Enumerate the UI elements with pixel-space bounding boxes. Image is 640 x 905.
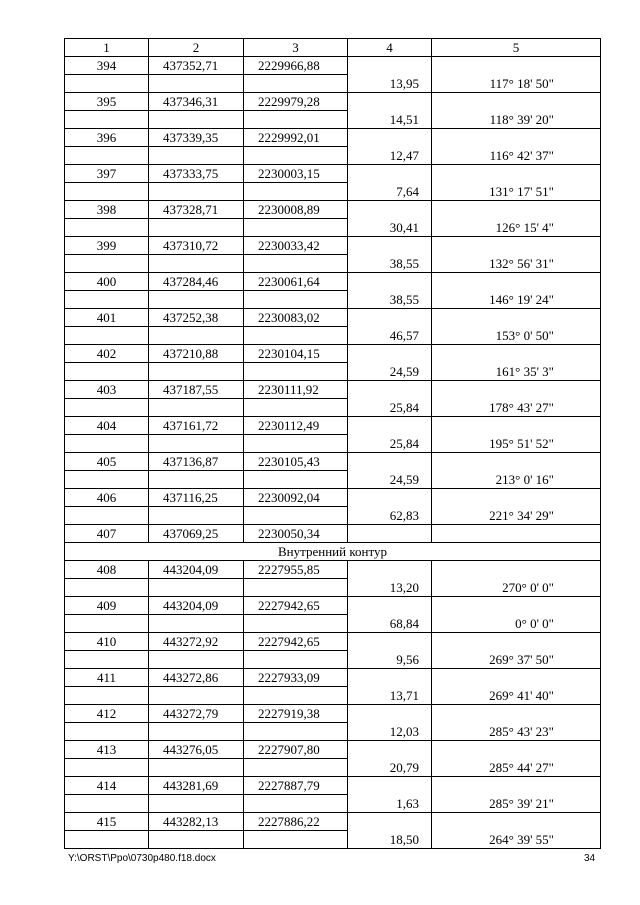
header-col-3: 3 — [244, 39, 348, 57]
point-number: 395 — [65, 93, 149, 111]
point-row — [65, 417, 601, 435]
point-empty-angle — [432, 129, 601, 147]
segment-angle: 146° 19' 24" — [432, 291, 601, 309]
segment-empty-x — [149, 111, 244, 129]
segment-empty-number — [65, 147, 149, 165]
point-number: 394 — [65, 57, 149, 75]
point-row — [65, 633, 601, 651]
segment-empty-x — [149, 219, 244, 237]
segment-distance: 25,84 — [348, 399, 432, 417]
segment-distance: 38,55 — [348, 291, 432, 309]
point-empty-distance — [348, 93, 432, 111]
segment-distance: 13,71 — [348, 687, 432, 705]
point-x: 443282,13 — [149, 813, 244, 831]
point-empty-angle — [432, 489, 601, 507]
point-y: 2227933,09 — [244, 669, 348, 687]
segment-row — [65, 291, 601, 309]
point-x: 443281,69 — [149, 777, 244, 795]
segment-angle: 161° 35' 3" — [432, 363, 601, 381]
point-number: 412 — [65, 705, 149, 723]
point-empty-angle — [432, 93, 601, 111]
segment-row — [65, 363, 601, 381]
segment-row — [65, 183, 601, 201]
segment-empty-number — [65, 291, 149, 309]
segment-empty-y — [244, 291, 348, 309]
point-y: 2227907,80 — [244, 741, 348, 759]
point-y: 2230111,92 — [244, 381, 348, 399]
point-x: 443276,05 — [149, 741, 244, 759]
segment-distance: 18,50 — [348, 831, 432, 849]
point-y: 2227955,85 — [244, 561, 348, 579]
segment-distance: 13,20 — [348, 579, 432, 597]
point-empty-angle — [432, 561, 601, 579]
segment-empty-x — [149, 579, 244, 597]
segment-distance: 25,84 — [348, 435, 432, 453]
point-empty-angle — [432, 813, 601, 831]
segment-row — [65, 507, 601, 525]
section-heading-row — [65, 543, 601, 561]
segment-distance: 9,56 — [348, 651, 432, 669]
point-empty-distance — [348, 237, 432, 255]
point-y: 2230104,15 — [244, 345, 348, 363]
point-y: 2230112,49 — [244, 417, 348, 435]
point-row — [65, 525, 601, 543]
segment-row — [65, 687, 601, 705]
segment-empty-number — [65, 255, 149, 273]
point-row — [65, 309, 601, 327]
point-y: 2229979,28 — [244, 93, 348, 111]
segment-row — [65, 615, 601, 633]
segment-empty-x — [149, 75, 244, 93]
segment-empty-y — [244, 183, 348, 201]
footer-page-number: 34 — [584, 853, 596, 864]
point-y: 2230105,43 — [244, 453, 348, 471]
point-empty-angle — [432, 309, 601, 327]
point-row — [65, 165, 601, 183]
segment-empty-x — [149, 399, 244, 417]
point-y: 2227919,38 — [244, 705, 348, 723]
point-empty-angle — [432, 201, 601, 219]
point-empty-angle — [432, 777, 601, 795]
segment-row — [65, 471, 601, 489]
point-row — [65, 597, 601, 615]
point-row — [65, 741, 601, 759]
point-empty-distance — [348, 453, 432, 471]
segment-angle: 269° 41' 40" — [432, 687, 601, 705]
point-row — [65, 57, 601, 75]
point-empty-distance — [348, 129, 432, 147]
segment-empty-y — [244, 795, 348, 813]
segment-empty-x — [149, 147, 244, 165]
segment-angle: 285° 39' 21" — [432, 795, 601, 813]
point-empty-distance — [348, 741, 432, 759]
segment-row — [65, 579, 601, 597]
segment-distance: 24,59 — [348, 363, 432, 381]
point-number: 415 — [65, 813, 149, 831]
point-y: 2227887,79 — [244, 777, 348, 795]
segment-row — [65, 255, 601, 273]
segment-empty-x — [149, 507, 244, 525]
point-empty-distance — [348, 417, 432, 435]
point-x: 437346,31 — [149, 93, 244, 111]
segment-empty-y — [244, 219, 348, 237]
segment-row — [65, 759, 601, 777]
point-number: 414 — [65, 777, 149, 795]
segment-angle: 264° 39' 55" — [432, 831, 601, 849]
point-x: 437252,38 — [149, 309, 244, 327]
segment-distance: 62,83 — [348, 507, 432, 525]
segment-angle: 117° 18' 50" — [432, 75, 601, 93]
point-empty-angle — [432, 669, 601, 687]
segment-empty-y — [244, 147, 348, 165]
segment-row — [65, 327, 601, 345]
segment-distance: 7,64 — [348, 183, 432, 201]
point-number: 408 — [65, 561, 149, 579]
segment-empty-y — [244, 723, 348, 741]
segment-empty-x — [149, 759, 244, 777]
point-row — [65, 489, 601, 507]
segment-empty-x — [149, 363, 244, 381]
segment-empty-x — [149, 327, 244, 345]
segment-distance: 38,55 — [348, 255, 432, 273]
point-x: 437352,71 — [149, 57, 244, 75]
point-x: 437284,46 — [149, 273, 244, 291]
point-empty-angle — [432, 237, 601, 255]
point-empty-distance — [348, 345, 432, 363]
segment-angle: 131° 17' 51" — [432, 183, 601, 201]
point-empty-angle — [432, 417, 601, 435]
point-number: 398 — [65, 201, 149, 219]
point-y: 2230033,42 — [244, 237, 348, 255]
point-row — [65, 777, 601, 795]
header-col-1: 1 — [65, 39, 149, 57]
segment-empty-number — [65, 111, 149, 129]
segment-empty-x — [149, 687, 244, 705]
point-number: 401 — [65, 309, 149, 327]
segment-empty-y — [244, 651, 348, 669]
point-number: 403 — [65, 381, 149, 399]
segment-distance: 13,95 — [348, 75, 432, 93]
point-number: 406 — [65, 489, 149, 507]
segment-empty-number — [65, 831, 149, 849]
segment-row — [65, 795, 601, 813]
point-x: 437210,88 — [149, 345, 244, 363]
segment-row — [65, 399, 601, 417]
point-number: 404 — [65, 417, 149, 435]
segment-empty-x — [149, 615, 244, 633]
segment-angle: 221° 34' 29" — [432, 507, 601, 525]
table-body — [65, 57, 601, 849]
segment-empty-x — [149, 651, 244, 669]
point-x: 437333,75 — [149, 165, 244, 183]
point-y: 2227942,65 — [244, 597, 348, 615]
segment-distance: 30,41 — [348, 219, 432, 237]
segment-angle: 269° 37' 50" — [432, 651, 601, 669]
point-y: 2229966,88 — [244, 57, 348, 75]
point-x: 443204,09 — [149, 597, 244, 615]
point-x: 437310,72 — [149, 237, 244, 255]
segment-empty-number — [65, 615, 149, 633]
point-empty-angle — [432, 597, 601, 615]
segment-angle: 285° 44' 27" — [432, 759, 601, 777]
point-empty-distance — [348, 777, 432, 795]
point-empty-distance — [348, 489, 432, 507]
segment-angle: 195° 51' 52" — [432, 435, 601, 453]
point-y: 2230003,15 — [244, 165, 348, 183]
point-y: 2230092,04 — [244, 489, 348, 507]
point-x: 443272,86 — [149, 669, 244, 687]
point-x: 437069,25 — [149, 525, 244, 543]
segment-empty-x — [149, 291, 244, 309]
segment-empty-number — [65, 687, 149, 705]
segment-row — [65, 219, 601, 237]
segment-row — [65, 831, 601, 849]
segment-distance: 12,03 — [348, 723, 432, 741]
segment-empty-y — [244, 399, 348, 417]
segment-empty-x — [149, 723, 244, 741]
segment-angle: 116° 42' 37" — [432, 147, 601, 165]
segment-empty-x — [149, 183, 244, 201]
segment-distance: 1,63 — [348, 795, 432, 813]
point-number: 396 — [65, 129, 149, 147]
segment-angle: 178° 43' 27" — [432, 399, 601, 417]
segment-empty-y — [244, 435, 348, 453]
segment-empty-number — [65, 759, 149, 777]
segment-empty-y — [244, 579, 348, 597]
segment-angle: 132° 56' 31" — [432, 255, 601, 273]
point-empty-angle — [432, 741, 601, 759]
point-empty-distance — [348, 561, 432, 579]
segment-empty-y — [244, 363, 348, 381]
point-empty-distance — [348, 273, 432, 291]
point-number: 400 — [65, 273, 149, 291]
point-empty-angle — [432, 453, 601, 471]
segment-empty-number — [65, 723, 149, 741]
point-row — [65, 669, 601, 687]
point-number: 399 — [65, 237, 149, 255]
point-row — [65, 93, 601, 111]
segment-distance: 12,47 — [348, 147, 432, 165]
point-empty-angle — [432, 633, 601, 651]
point-empty-distance — [348, 669, 432, 687]
segment-angle: 118° 39' 20" — [432, 111, 601, 129]
segment-distance: 20,79 — [348, 759, 432, 777]
point-y: 2229992,01 — [244, 129, 348, 147]
point-row — [65, 813, 601, 831]
section-heading: Внутренний контур — [65, 543, 601, 561]
point-empty-distance — [348, 597, 432, 615]
point-empty-distance — [348, 633, 432, 651]
segment-angle: 153° 0' 50" — [432, 327, 601, 345]
segment-row — [65, 75, 601, 93]
segment-angle: 126° 15' 4" — [432, 219, 601, 237]
segment-empty-y — [244, 75, 348, 93]
segment-angle: 285° 43' 23" — [432, 723, 601, 741]
point-empty-distance — [348, 525, 432, 543]
segment-row — [65, 111, 601, 129]
segment-angle: 270° 0' 0" — [432, 579, 601, 597]
segment-empty-y — [244, 255, 348, 273]
segment-empty-y — [244, 507, 348, 525]
point-number: 402 — [65, 345, 149, 363]
point-empty-angle — [432, 57, 601, 75]
point-empty-angle — [432, 165, 601, 183]
segment-empty-y — [244, 471, 348, 489]
header-col-5: 5 — [432, 39, 601, 57]
point-empty-angle — [432, 345, 601, 363]
segment-empty-number — [65, 507, 149, 525]
segment-angle: 0° 0' 0" — [432, 615, 601, 633]
segment-empty-number — [65, 363, 149, 381]
point-number: 411 — [65, 669, 149, 687]
point-number: 407 — [65, 525, 149, 543]
point-x: 437136,87 — [149, 453, 244, 471]
segment-empty-number — [65, 327, 149, 345]
segment-angle: 213° 0' 16" — [432, 471, 601, 489]
segment-empty-number — [65, 219, 149, 237]
point-x: 437161,72 — [149, 417, 244, 435]
header-row — [65, 39, 601, 57]
point-empty-distance — [348, 57, 432, 75]
header-col-2: 2 — [149, 39, 244, 57]
segment-empty-x — [149, 795, 244, 813]
point-x: 437339,35 — [149, 129, 244, 147]
segment-distance: 14,51 — [348, 111, 432, 129]
segment-empty-number — [65, 651, 149, 669]
point-empty-angle — [432, 525, 601, 543]
segment-empty-number — [65, 399, 149, 417]
segment-row — [65, 723, 601, 741]
segment-empty-number — [65, 183, 149, 201]
segment-empty-y — [244, 111, 348, 129]
point-row — [65, 561, 601, 579]
segment-empty-y — [244, 687, 348, 705]
segment-distance: 68,84 — [348, 615, 432, 633]
point-row — [65, 237, 601, 255]
point-y: 2230050,34 — [244, 525, 348, 543]
coordinates-table-wrapper — [64, 38, 600, 849]
point-row — [65, 705, 601, 723]
segment-empty-y — [244, 615, 348, 633]
point-empty-distance — [348, 201, 432, 219]
segment-distance: 24,59 — [348, 471, 432, 489]
point-y: 2227886,22 — [244, 813, 348, 831]
point-row — [65, 129, 601, 147]
segment-row — [65, 147, 601, 165]
segment-empty-y — [244, 327, 348, 345]
point-number: 397 — [65, 165, 149, 183]
point-row — [65, 273, 601, 291]
segment-empty-number — [65, 75, 149, 93]
point-empty-distance — [348, 165, 432, 183]
header-col-4: 4 — [348, 39, 432, 57]
segment-empty-x — [149, 471, 244, 489]
segment-empty-y — [244, 759, 348, 777]
point-empty-angle — [432, 705, 601, 723]
point-number: 413 — [65, 741, 149, 759]
point-row — [65, 453, 601, 471]
point-number: 410 — [65, 633, 149, 651]
segment-empty-x — [149, 435, 244, 453]
segment-empty-number — [65, 795, 149, 813]
point-x: 443272,92 — [149, 633, 244, 651]
point-x: 443272,79 — [149, 705, 244, 723]
point-empty-distance — [348, 813, 432, 831]
segment-row — [65, 651, 601, 669]
point-row — [65, 381, 601, 399]
segment-empty-y — [244, 831, 348, 849]
footer-file-path: Y:\ORST\Ppo\0730p480.f18.docx — [68, 853, 216, 864]
segment-empty-number — [65, 435, 149, 453]
point-x: 437187,55 — [149, 381, 244, 399]
point-row — [65, 345, 601, 363]
point-empty-angle — [432, 381, 601, 399]
segment-distance: 46,57 — [348, 327, 432, 345]
segment-empty-number — [65, 471, 149, 489]
point-empty-distance — [348, 381, 432, 399]
point-y: 2227942,65 — [244, 633, 348, 651]
point-y: 2230008,89 — [244, 201, 348, 219]
point-number: 409 — [65, 597, 149, 615]
segment-empty-x — [149, 831, 244, 849]
point-y: 2230083,02 — [244, 309, 348, 327]
coordinates-table — [64, 38, 601, 849]
point-number: 405 — [65, 453, 149, 471]
point-empty-distance — [348, 309, 432, 327]
point-x: 437328,71 — [149, 201, 244, 219]
segment-row — [65, 435, 601, 453]
segment-empty-x — [149, 255, 244, 273]
point-empty-distance — [348, 705, 432, 723]
point-y: 2230061,64 — [244, 273, 348, 291]
point-x: 437116,25 — [149, 489, 244, 507]
point-row — [65, 201, 601, 219]
point-x: 443204,09 — [149, 561, 244, 579]
segment-empty-number — [65, 579, 149, 597]
point-empty-angle — [432, 273, 601, 291]
